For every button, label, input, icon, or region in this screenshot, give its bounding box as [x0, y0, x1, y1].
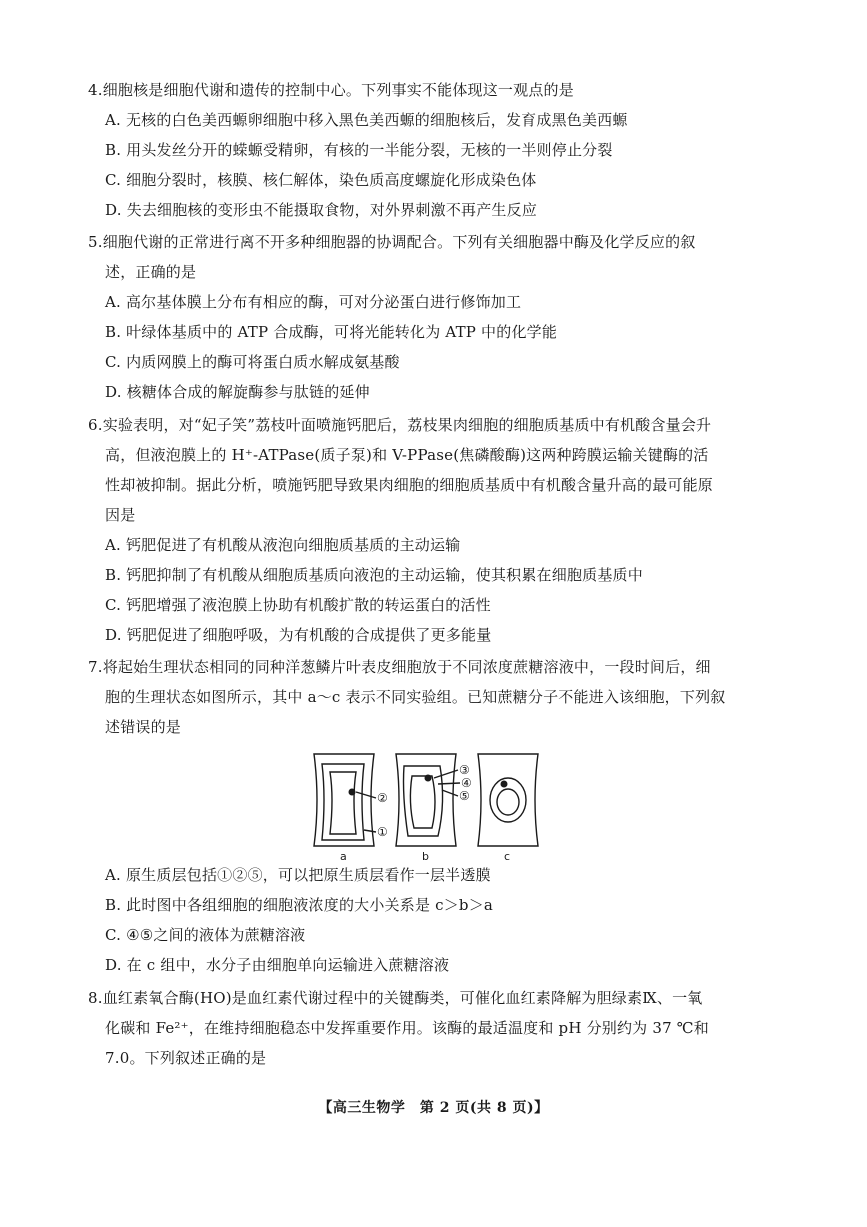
option-a: A. 高尔基体膜上分布有相应的酶，可对分泌蛋白进行修饰加工 — [105, 293, 522, 311]
question-5 — [88, 227, 788, 407]
question-stem-continued: 性却被抑制。据此分析，喷施钙肥导致果肉细胞的细胞质基质中有机酸含量升高的最可能原 — [105, 476, 714, 494]
question-stem-continued: 7.0。下列叙述正确的是 — [105, 1049, 267, 1067]
marker-1: ① — [377, 825, 388, 839]
label-a: a — [340, 850, 347, 862]
option-b: B. 用头发丝分开的蝾螈受精卵，有核的一半能分裂，无核的一半则停止分裂 — [105, 141, 613, 159]
question-4 — [88, 75, 788, 225]
option-b: B. 钙肥抑制了有机酸从细胞质基质向液泡的主动运输，使其积累在细胞质基质中 — [105, 566, 643, 584]
option-d: D. 核糖体合成的解旋酶参与肽链的延伸 — [105, 383, 370, 401]
cell-diagram — [308, 752, 558, 862]
option-c: C. 细胞分裂时，核膜、核仁解体，染色质高度螺旋化形成染色体 — [105, 171, 537, 189]
label-b: b — [422, 850, 429, 862]
question-stem: 6.实验表明，对“妃子笑”荔枝叶面喷施钙肥后，荔枝果肉细胞的细胞质基质中有机酸含量会升 — [88, 416, 712, 434]
question-8 — [88, 983, 788, 1073]
question-stem: 5.细胞代谢的正常进行离不开多种细胞器的协调配合。下列有关细胞器中酶及化学反应的叙 — [88, 233, 696, 251]
question-stem-continued: 述错误的是 — [105, 718, 182, 736]
question-6 — [88, 410, 788, 650]
marker-2: ② — [377, 791, 388, 805]
option-d: D. 失去细胞核的变形虫不能摄取食物，对外界刺激不再产生反应 — [105, 201, 538, 219]
marker-5: ⑤ — [459, 789, 470, 803]
option-c: C. ④⑤之间的液体为蔗糖溶液 — [105, 926, 306, 944]
question-stem-continued: 因是 — [105, 506, 136, 524]
marker-3: ③ — [459, 763, 470, 777]
option-c: C. 钙肥增强了液泡膜上协助有机酸扩散的转运蛋白的活性 — [105, 596, 491, 614]
option-d: D. 在 c 组中，水分子由细胞单向运输进入蔗糖溶液 — [105, 956, 450, 974]
option-a: A. 钙肥促进了有机酸从液泡向细胞质基质的主动运输 — [105, 536, 461, 554]
option-b: B. 叶绿体基质中的 ATP 合成酶，可将光能转化为 ATP 中的化学能 — [105, 323, 558, 341]
question-7 — [88, 652, 788, 742]
question-stem: 7.将起始生理状态相同的同种洋葱鳞片叶表皮细胞放于不同浓度蔗糖溶液中，一段时间后，细 — [88, 658, 711, 676]
page-footer: 【高三生物学 第 2 页(共 8 页)】 — [318, 1100, 549, 1116]
question-stem-continued: 胞的生理状态如图所示，其中 a～c 表示不同实验组。已知蔗糖分子不能进入该细胞，下列叙 — [105, 688, 726, 706]
question-stem: 8.血红素氧合酶(HO)是血红素代谢过程中的关键酶类，可催化血红素降解为胆绿素Ⅸ、一氧 — [88, 989, 703, 1007]
cell-diagram-svg — [308, 752, 558, 862]
option-d: D. 钙肥促进了细胞呼吸，为有机酸的合成提供了更多能量 — [105, 626, 492, 644]
option-a: A. 原生质层包括①②⑤，可以把原生质层看作一层半透膜 — [105, 866, 491, 884]
question-stem-continued: 高，但液泡膜上的 H⁺-ATPase(质子泵)和 V-PPase(焦磷酸酶)这两种跨膜运输关键酶的活 — [105, 446, 709, 464]
option-b: B. 此时图中各组细胞的细胞液浓度的大小关系是 c＞b＞a — [105, 896, 494, 914]
option-a: A. 无核的白色美西螈卵细胞中移入黑色美西螈的细胞核后，发育成黑色美西螈 — [105, 111, 628, 129]
marker-4: ④ — [461, 776, 472, 790]
cell-b — [396, 754, 456, 846]
nucleus-b — [425, 775, 432, 782]
cell-c — [478, 754, 538, 846]
question-7-options — [88, 860, 788, 980]
label-c: c — [504, 850, 511, 862]
cell-a — [314, 754, 374, 846]
option-c: C. 内质网膜上的酶可将蛋白质水解成氨基酸 — [105, 353, 400, 371]
nucleus-c — [501, 781, 508, 788]
nucleus-a — [349, 789, 356, 796]
question-stem-continued: 述，正确的是 — [105, 263, 197, 281]
question-stem-continued: 化碳和 Fe²⁺，在维持细胞稳态中发挥重要作用。该酶的最适温度和 pH 分别约为 37 ℃和 — [105, 1019, 709, 1037]
question-stem: 4.细胞核是细胞代谢和遗传的控制中心。下列事实不能体现这一观点的是 — [88, 81, 574, 99]
